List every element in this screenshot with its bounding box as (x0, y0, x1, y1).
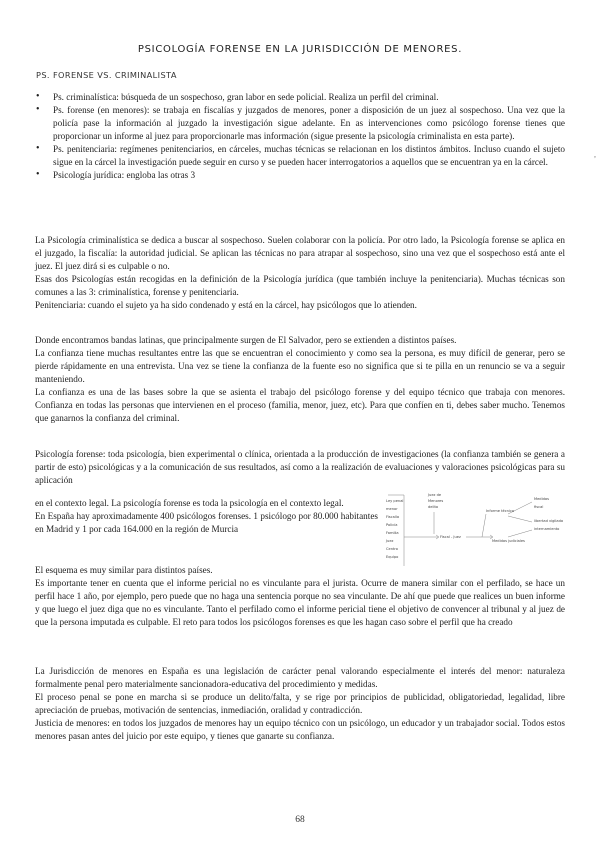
diagram-label: Fiscal - Juez (440, 535, 461, 539)
diagram-label: delito (428, 505, 439, 509)
diagram-label: Familia (386, 531, 399, 535)
paragraph-block-3 (35, 448, 565, 487)
diagram-label: fiscal (534, 505, 544, 509)
diagram-label: Informe técnico (486, 509, 515, 513)
paragraph-block-5 (35, 665, 565, 743)
paragraph: Esas dos Psicologías están recogidas en la definición de la Psicología jurídica (que también incluye la penitenciaria). Muchas técnicas son comunes a las 3: criminalística, forense y penitenciaria. (35, 273, 565, 297)
diagram-label: Centro (386, 547, 399, 551)
paragraph: Es importante tener en cuenta que el informe pericial no es vinculante para el jurista. Ocurre de manera similar con el perfilado, se hace un perfil hace 1 año, por ejemplo, pero puede que no haga una sentencia porque no sea vinculante. De ahí que puede que realices un buen informe y que luego el juez diga que no es vinculante. Tanto el perfilado como el informe pericial tiene el objetivo de convencer al tribunal y al juez de que la persona imputada es culpable. El reto para todos los psicólogos forenses es que les hagan caso sobre el perfil que ha creado (35, 577, 565, 627)
page-number: 68 (295, 815, 305, 825)
paragraph: La Jurisdicción de menores en España es una legislación de carácter penal valorando especialmente el interés del menor: naturaleza formalmente penal pero materialmente sancionadora-educativa del procedimiento y medidas. (35, 666, 565, 689)
paragraph: La confianza es una de las bases sobre la que se asienta el trabajo del psicólogo forense y del equipo técnico que trabaja con menores. Confianza en todas las personas que intervienen en el proceso (familia, menor, juez, etc). Para que confíen en ti, debes saber mucho. Tenemos que ganarnos la confianza del criminal. (35, 386, 565, 423)
section-subtitle: PS. FORENSE VS. CRIMINALISTA (36, 70, 177, 80)
paragraph-block-1 (35, 234, 565, 312)
list-item: • Ps. forense (en menores): se trabaja en fiscalías y juzgados de menores, poner a disposición de un juez al sospechoso. Una vez que la policía pase la información al juzgado la investigación sigue adelante. En as intervenciones como psicólogo forense tienes que proporcionar un informe al juez para proporcionarle mas información (sigue presente la psicología criminalista en esta parte). (35, 104, 565, 143)
diagram-label: Medidas (534, 497, 549, 501)
diagram-label: Medidas judiciales (492, 539, 525, 543)
document-title: PSICOLOGÍA FORENSE EN LA JURISDICCIÓN DE MENORES. (137, 44, 463, 55)
diagram-label: libertad vigilada (534, 519, 564, 523)
paragraph: en el contexto legal. La psicología forense es toda la psicología en el contexto legal. (35, 498, 344, 508)
diagram-label: Ley penal (386, 499, 404, 503)
diagram-label: Juez (386, 539, 394, 543)
diagram-label: Juez de (428, 493, 442, 497)
paragraph: El esquema es muy similar para distintos países. (35, 565, 213, 575)
diagram-label: Fiscalía (386, 515, 400, 519)
paragraph-block-3-narrow (35, 497, 378, 536)
margin-mark: , (594, 150, 596, 159)
diagram-connector (482, 514, 486, 537)
paragraph-block-4 (35, 564, 565, 629)
paragraph: Donde encontramos bandas latinas, que principalmente surgen de El Salvador, pero se extienden a distintos países. (35, 335, 457, 345)
diagram-label: menor (386, 507, 398, 511)
paragraph: El proceso penal se pone en marcha si se produce un delito/falta, y se rige por principios de publicidad, obligatoriedad, legalidad, libre apreciación de pruebas, motivación de sentencias, inmediación, oralidad y contradicción. (35, 691, 565, 715)
list-item: • Ps. penitenciaria: regímenes penitenciarios, en cárceles, muchas técnicas se relacionan en los distintos ámbitos. Incluso cuando el sujeto sigue en la cárcel la investigación puede seguir en curso y se pueden hacer interrogatorios a aquellos que se encuentran ya en la cárcel. (35, 143, 565, 169)
paragraph: La confianza tiene muchas resultantes entre las que se encuentran el conocimiento y como sea la persona, es muy difícil de generar, pero se pierde rápidamente en una entrevista. Una vez se tiene la confianza de la fuente eso no significa que si te pilla en un renuncio se va a seguir manteniendo. (35, 347, 565, 384)
paragraph: En España hay aproximadamente 400 psicólogos forenses. 1 psicólogo por 80.000 habitantes en Madrid y 1 por cada 164.000 en la región de Murcia (35, 510, 378, 534)
paragraph: Psicología forense: toda psicología, bien experimental o clínica, orientada a la producción de investigaciones (la confianza también se genera a partir de esto) psicológicas y a la comunicación de sus resultados, así como a la realización de evaluaciones y valoraciones psicológicas para su aplicación (35, 449, 565, 485)
diagram-label: Equipo (386, 555, 399, 559)
diagram-label: internamiento (534, 527, 560, 531)
paragraph-block-2 (35, 334, 565, 425)
diagram-arrow (508, 516, 532, 522)
forensic-process-diagram (382, 492, 567, 570)
list-item: • Psicología jurídica: engloba las otras 3 (35, 169, 565, 182)
diagram-label: Menores (428, 499, 444, 503)
paragraph: La Psicología criminalística se dedica a buscar al sospechoso. Suelen colaborar con la policía. Por otro lado, la Psicología forense se aplica en el juzgado, la fiscalía: la autoridad judicial. Se aplican las técnicas no para atrapar al sospechoso, sino una vez que el sospechoso está ante el juez. El juez dirá si es culpable o no. (35, 235, 565, 271)
list-item: • Ps. criminalística: búsqueda de un sospechoso, gran labor en sede policial. Realiza un perfil del criminal. (35, 91, 565, 104)
diagram-label: Policía (386, 523, 398, 527)
diagram-arrow (508, 530, 532, 537)
paragraph: Justicia de menores: en todos los juzgados de menores hay un equipo técnico con un psicólogo, un educador y un trabajador social. Todos estos menores pasan antes del juicio por este equipo, y tienes que ganarte su confianza. (35, 717, 565, 741)
bullet-list (35, 91, 565, 182)
paragraph: Penitenciaria: cuando el sujeto ya ha sido condenado y está en la cárcel, hay psicólogos que lo atienden. (35, 299, 417, 310)
